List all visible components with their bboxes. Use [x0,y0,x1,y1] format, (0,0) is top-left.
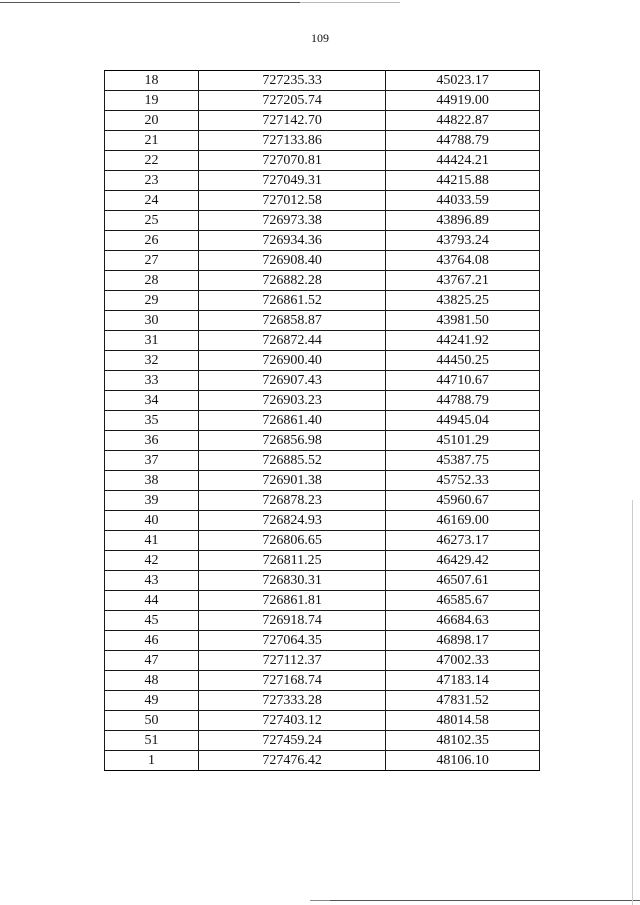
y-coordinate-cell: 45387.75 [386,451,540,471]
table-row [105,571,540,591]
y-coordinate-cell: 47831.52 [386,691,540,711]
table-row [105,131,540,151]
table-row [105,591,540,611]
point-number-cell: 18 [105,71,199,91]
x-coordinate-cell: 726901.38 [198,471,385,491]
table-row [105,391,540,411]
scan-edge-bottom-right [330,900,640,901]
x-coordinate-cell: 727205.74 [198,91,385,111]
y-coordinate-cell: 47183.14 [386,671,540,691]
coordinates-table-body [105,71,540,771]
point-number-cell: 23 [105,171,199,191]
y-coordinate-cell: 46684.63 [386,611,540,631]
table-row [105,471,540,491]
coordinates-table [104,70,540,771]
table-row [105,651,540,671]
y-coordinate-cell: 45101.29 [386,431,540,451]
point-number-cell: 38 [105,471,199,491]
table-row [105,371,540,391]
x-coordinate-cell: 726872.44 [198,331,385,351]
x-coordinate-cell: 726903.23 [198,391,385,411]
x-coordinate-cell: 727070.81 [198,151,385,171]
point-number-cell: 45 [105,611,199,631]
point-number-cell: 21 [105,131,199,151]
y-coordinate-cell: 45023.17 [386,71,540,91]
point-number-cell: 37 [105,451,199,471]
point-number-cell: 39 [105,491,199,511]
table-row [105,171,540,191]
table-row [105,291,540,311]
y-coordinate-cell: 44033.59 [386,191,540,211]
table-row [105,411,540,431]
x-coordinate-cell: 726973.38 [198,211,385,231]
y-coordinate-cell: 45960.67 [386,491,540,511]
x-coordinate-cell: 726861.81 [198,591,385,611]
table-row [105,351,540,371]
table-row [105,251,540,271]
x-coordinate-cell: 727459.24 [198,731,385,751]
point-number-cell: 50 [105,711,199,731]
x-coordinate-cell: 726900.40 [198,351,385,371]
y-coordinate-cell: 46585.67 [386,591,540,611]
x-coordinate-cell: 727403.12 [198,711,385,731]
y-coordinate-cell: 43825.25 [386,291,540,311]
table-row [105,531,540,551]
x-coordinate-cell: 726861.52 [198,291,385,311]
y-coordinate-cell: 43793.24 [386,231,540,251]
table-row [105,191,540,211]
x-coordinate-cell: 727235.33 [198,71,385,91]
point-number-cell: 30 [105,311,199,331]
table-row [105,611,540,631]
scan-edge-right [632,500,633,905]
y-coordinate-cell: 44822.87 [386,111,540,131]
y-coordinate-cell: 44788.79 [386,131,540,151]
table-row [105,431,540,451]
point-number-cell: 35 [105,411,199,431]
table-row [105,671,540,691]
y-coordinate-cell: 48106.10 [386,751,540,771]
y-coordinate-cell: 48102.35 [386,731,540,751]
x-coordinate-cell: 727168.74 [198,671,385,691]
table-row [105,331,540,351]
point-number-cell: 33 [105,371,199,391]
x-coordinate-cell: 727012.58 [198,191,385,211]
y-coordinate-cell: 48014.58 [386,711,540,731]
point-number-cell: 25 [105,211,199,231]
table-row [105,451,540,471]
x-coordinate-cell: 726885.52 [198,451,385,471]
point-number-cell: 32 [105,351,199,371]
x-coordinate-cell: 727142.70 [198,111,385,131]
point-number-cell: 42 [105,551,199,571]
x-coordinate-cell: 726934.36 [198,231,385,251]
x-coordinate-cell: 726878.23 [198,491,385,511]
y-coordinate-cell: 46429.42 [386,551,540,571]
table-row [105,511,540,531]
x-coordinate-cell: 727112.37 [198,651,385,671]
table-row [105,551,540,571]
y-coordinate-cell: 45752.33 [386,471,540,491]
point-number-cell: 43 [105,571,199,591]
x-coordinate-cell: 727064.35 [198,631,385,651]
table-row [105,111,540,131]
point-number-cell: 20 [105,111,199,131]
scan-edge-top-left [0,2,300,3]
y-coordinate-cell: 44919.00 [386,91,540,111]
table-row [105,311,540,331]
y-coordinate-cell: 43896.89 [386,211,540,231]
point-number-cell: 26 [105,231,199,251]
x-coordinate-cell: 726918.74 [198,611,385,631]
y-coordinate-cell: 46507.61 [386,571,540,591]
x-coordinate-cell: 726907.43 [198,371,385,391]
scan-edge-bottom-left [310,900,330,901]
point-number-cell: 44 [105,591,199,611]
point-number-cell: 40 [105,511,199,531]
table-row [105,491,540,511]
x-coordinate-cell: 726861.40 [198,411,385,431]
y-coordinate-cell: 46898.17 [386,631,540,651]
y-coordinate-cell: 44945.04 [386,411,540,431]
point-number-cell: 34 [105,391,199,411]
y-coordinate-cell: 44450.25 [386,351,540,371]
x-coordinate-cell: 726856.98 [198,431,385,451]
table-row [105,691,540,711]
point-number-cell: 24 [105,191,199,211]
point-number-cell: 22 [105,151,199,171]
point-number-cell: 19 [105,91,199,111]
y-coordinate-cell: 44241.92 [386,331,540,351]
table-row [105,731,540,751]
x-coordinate-cell: 726858.87 [198,311,385,331]
table-row [105,751,540,771]
point-number-cell: 28 [105,271,199,291]
point-number-cell: 51 [105,731,199,751]
x-coordinate-cell: 726806.65 [198,531,385,551]
x-coordinate-cell: 727476.42 [198,751,385,771]
y-coordinate-cell: 44710.67 [386,371,540,391]
point-number-cell: 36 [105,431,199,451]
y-coordinate-cell: 43764.08 [386,251,540,271]
x-coordinate-cell: 726824.93 [198,511,385,531]
table-row [105,71,540,91]
table-row [105,231,540,251]
y-coordinate-cell: 44788.79 [386,391,540,411]
point-number-cell: 41 [105,531,199,551]
point-number-cell: 47 [105,651,199,671]
x-coordinate-cell: 726830.31 [198,571,385,591]
point-number-cell: 31 [105,331,199,351]
point-number-cell: 49 [105,691,199,711]
point-number-cell: 1 [105,751,199,771]
y-coordinate-cell: 46273.17 [386,531,540,551]
point-number-cell: 48 [105,671,199,691]
point-number-cell: 29 [105,291,199,311]
x-coordinate-cell: 727133.86 [198,131,385,151]
y-coordinate-cell: 46169.00 [386,511,540,531]
table-row [105,271,540,291]
y-coordinate-cell: 47002.33 [386,651,540,671]
y-coordinate-cell: 44215.88 [386,171,540,191]
scan-edge-top-right [300,2,400,3]
table-row [105,711,540,731]
y-coordinate-cell: 43981.50 [386,311,540,331]
point-number-cell: 27 [105,251,199,271]
x-coordinate-cell: 727333.28 [198,691,385,711]
y-coordinate-cell: 43767.21 [386,271,540,291]
x-coordinate-cell: 726882.28 [198,271,385,291]
table-row [105,91,540,111]
x-coordinate-cell: 726811.25 [198,551,385,571]
y-coordinate-cell: 44424.21 [386,151,540,171]
table-row [105,631,540,651]
table-row [105,151,540,171]
x-coordinate-cell: 726908.40 [198,251,385,271]
x-coordinate-cell: 727049.31 [198,171,385,191]
page-number: 109 [311,31,329,45]
table-row [105,211,540,231]
point-number-cell: 46 [105,631,199,651]
